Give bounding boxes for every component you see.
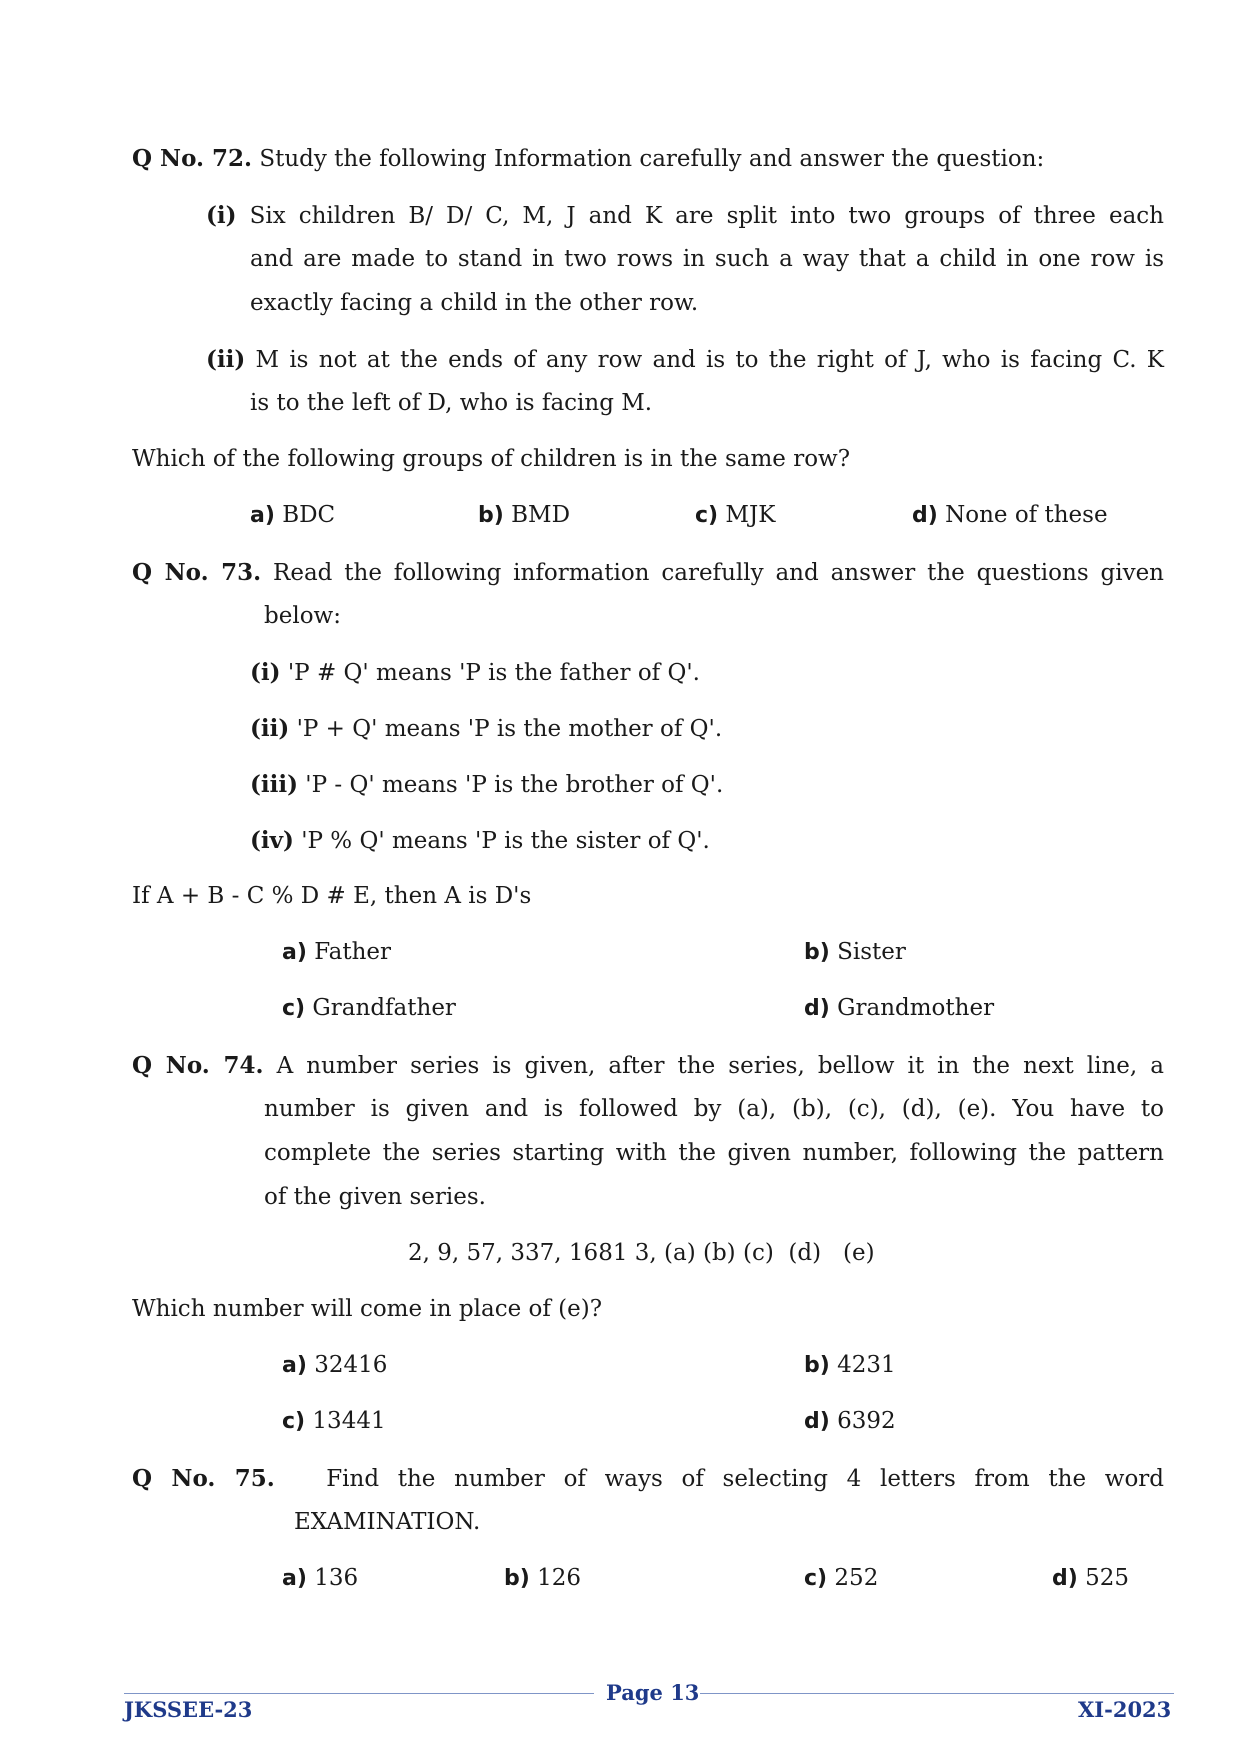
q74-stem-text: A number series is given, after the series, bellow it in the next line, a [276, 1053, 1165, 1079]
q74-series: 2, 9, 57, 337, 1681 3, (a) (b) (c) (d) (e) [408, 1240, 875, 1266]
q75-label: Q No. 75. [132, 1465, 275, 1492]
q73-option-a[interactable] [282, 941, 391, 964]
def-text: 'P # Q' means 'P is the father of Q'. [287, 660, 700, 686]
option-text: None of these [945, 502, 1108, 528]
option-label: d) [1052, 1566, 1078, 1591]
q74-stem-line2: number is given and is followed by (a), (b), (c), (d), (e). You have to [264, 1096, 1164, 1122]
q72-cond1-line1 [206, 204, 1164, 228]
def-text: 'P + Q' means 'P is the mother of Q'. [296, 716, 723, 742]
q73-def-i [250, 661, 700, 685]
q74-option-c[interactable] [282, 1410, 386, 1433]
def-num: (iii) [250, 771, 298, 798]
q75-option-a[interactable] [282, 1567, 358, 1590]
q72-cond2-text: M is not at the ends of any row and is to the right of J, who is facing C. K [255, 347, 1164, 373]
q73-stem-text: Read the following information carefully and answer the questions given [273, 560, 1164, 586]
option-label: a) [282, 940, 307, 965]
option-label: d) [804, 996, 830, 1021]
q74-option-d[interactable] [804, 1410, 896, 1433]
q73-option-b[interactable] [804, 941, 906, 964]
option-label: c) [282, 996, 306, 1021]
q73-label: Q No. 73. [132, 559, 262, 586]
option-text: 136 [314, 1565, 359, 1591]
q72-cond2-line1 [206, 348, 1164, 372]
option-text: Father [314, 939, 391, 965]
page-number: Page 13 [606, 1680, 700, 1705]
q74-question: Which number will come in place of (e)? [132, 1296, 603, 1322]
q75-option-c[interactable] [804, 1567, 878, 1590]
q75-stem-line1 [132, 1467, 1164, 1491]
q72-label: Q No. 72. [132, 145, 253, 172]
option-text: BDC [282, 502, 336, 528]
q75-option-b[interactable] [504, 1567, 581, 1590]
option-text: 6392 [837, 1408, 896, 1434]
q72-option-c[interactable] [695, 504, 775, 527]
footer-rule-right [700, 1693, 1174, 1694]
q72-cond1-text: Six children B/ D/ C, M, J and K are split into two groups of three each [249, 203, 1164, 229]
q75-stem-text: Find the number of ways of selecting 4 letters from the word [326, 1466, 1165, 1492]
option-text: Sister [837, 939, 906, 965]
q72-option-a[interactable] [250, 504, 335, 527]
option-text: 13441 [312, 1408, 386, 1434]
q74-label: Q No. 74. [132, 1052, 264, 1079]
q72-cond2-line2: is to the left of D, who is facing M. [250, 390, 653, 416]
option-text: Grandfather [312, 995, 456, 1021]
q74-stem-line1 [132, 1054, 1164, 1078]
q72-stem-line [132, 147, 1044, 171]
option-label: b) [478, 503, 504, 528]
option-label: c) [282, 1409, 306, 1434]
def-num: (ii) [250, 715, 290, 742]
option-label: a) [250, 503, 275, 528]
q72-question: Which of the following groups of children is in the same row? [132, 446, 851, 472]
option-label: b) [804, 940, 830, 965]
footer-class-year: XI-2023 [1078, 1697, 1172, 1722]
q72-cond1-line3: exactly facing a child in the other row. [250, 290, 699, 316]
q72-stem: Study the following Information carefully and answer the question: [259, 146, 1045, 172]
q73-stem-line2: below: [264, 603, 341, 629]
q74-stem-line3: complete the series starting with the given number, following the pattern [264, 1140, 1164, 1166]
option-text: MJK [725, 502, 776, 528]
q72-cond1-line2: and are made to stand in two rows in such a way that a child in one row is [250, 246, 1164, 272]
option-text: 126 [537, 1565, 582, 1591]
q73-def-iv [250, 829, 710, 853]
q75-stem-line2: EXAMINATION. [294, 1509, 481, 1535]
option-label: b) [504, 1566, 530, 1591]
option-label: a) [282, 1566, 307, 1591]
option-label: a) [282, 1353, 307, 1378]
option-text: Grandmother [837, 995, 995, 1021]
def-num: (iv) [250, 827, 294, 854]
option-label: d) [912, 503, 938, 528]
option-text: 32416 [314, 1352, 388, 1378]
q73-stem-line1 [132, 561, 1164, 585]
q74-option-b[interactable] [804, 1354, 896, 1377]
option-label: c) [695, 503, 719, 528]
option-text: 252 [834, 1565, 879, 1591]
footer-exam-code: JKSSEE-23 [124, 1697, 253, 1722]
q73-option-c[interactable] [282, 997, 456, 1020]
q72-cond1-num: (i) [206, 202, 237, 229]
option-label: b) [804, 1353, 830, 1378]
q73-def-ii [250, 717, 722, 741]
def-text: 'P % Q' means 'P is the sister of Q'. [301, 828, 710, 854]
def-text: 'P - Q' means 'P is the brother of Q'. [305, 772, 724, 798]
q72-option-d[interactable] [912, 504, 1108, 527]
option-label: d) [804, 1409, 830, 1434]
q74-option-a[interactable] [282, 1354, 387, 1377]
option-text: 4231 [837, 1352, 896, 1378]
option-label: c) [804, 1566, 828, 1591]
q72-option-b[interactable] [478, 504, 570, 527]
footer-rule-left [124, 1693, 594, 1694]
option-text: BMD [511, 502, 571, 528]
q73-def-iii [250, 773, 723, 797]
def-num: (i) [250, 659, 281, 686]
q73-question: If A + B - C % D # E, then A is D's [132, 883, 532, 909]
q74-stem-line4: of the given series. [264, 1184, 486, 1210]
q75-option-d[interactable] [1052, 1567, 1129, 1590]
option-text: 525 [1085, 1565, 1130, 1591]
q72-cond2-num: (ii) [206, 346, 246, 373]
q73-option-d[interactable] [804, 997, 994, 1020]
